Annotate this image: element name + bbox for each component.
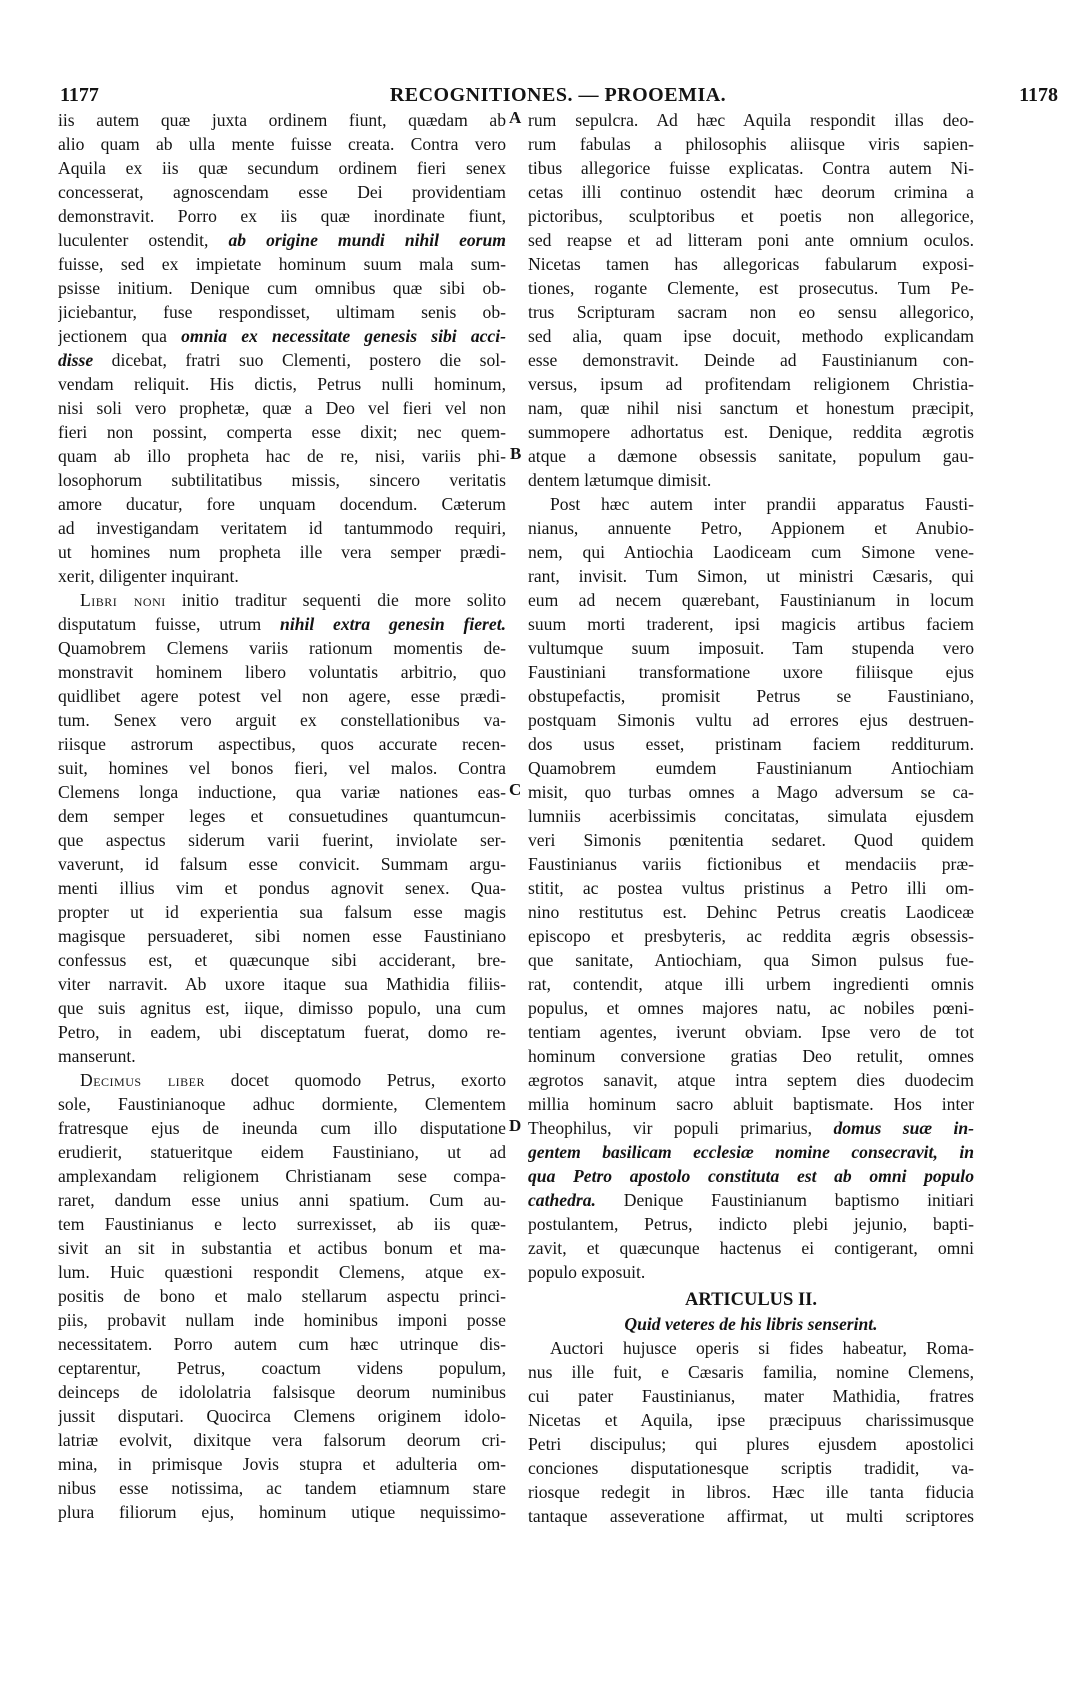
text-line bbox=[528, 276, 974, 300]
text-line bbox=[58, 924, 506, 948]
text-span: viter narravit. Ab uxore itaque sua Mathidia filiis- bbox=[58, 974, 506, 994]
text-span: Nicetas et Aquila, ipse præcipuus charissimusque bbox=[528, 1410, 974, 1430]
text-line bbox=[528, 828, 974, 852]
text-span: Nicetas tamen has allegoricas fabularum exposi- bbox=[528, 254, 974, 274]
text-span: nianus, annuente Petro, Appionem et Anubio- bbox=[528, 518, 974, 538]
text-span: Faustinianus variis fictionibus et mendaciis præ- bbox=[528, 854, 974, 874]
text-span: ad investigandam veritatem id tantummodo requiri, bbox=[58, 518, 506, 538]
margin-letter-d: D bbox=[509, 1116, 522, 1135]
italic-text: ab origine mundi nihil eorum bbox=[228, 230, 506, 250]
text-span: quidlibet agere potest vel non agere, esse prædi- bbox=[58, 686, 506, 706]
text-line bbox=[58, 108, 506, 132]
text-span: dem semper leges et consuetudines quantumcun- bbox=[58, 806, 506, 826]
text-span: nisi soli vero prophetæ, quæ a Deo vel fieri vel non bbox=[58, 398, 506, 418]
page-number-left: 1177 bbox=[60, 84, 99, 106]
text-line bbox=[58, 1116, 506, 1140]
text-line bbox=[58, 372, 506, 396]
text-line bbox=[528, 1408, 974, 1432]
italic-text: gentem basilicam ecclesiæ nomine consecravit, in bbox=[528, 1142, 974, 1162]
text-span: amplexandam religionem Christianam sese compa- bbox=[58, 1166, 506, 1186]
text-line bbox=[528, 924, 974, 948]
text-line bbox=[528, 252, 974, 276]
text-span: initio traditur sequenti die more solito bbox=[165, 590, 506, 610]
text-line bbox=[528, 348, 974, 372]
text-span: Auctori hujusce operis si fides habeatur, Roma- bbox=[550, 1338, 974, 1358]
text-line bbox=[58, 708, 506, 732]
text-line bbox=[528, 948, 974, 972]
text-line bbox=[528, 756, 974, 780]
text-line bbox=[528, 1384, 974, 1408]
text-line bbox=[58, 1164, 506, 1188]
text-line bbox=[58, 1500, 506, 1524]
text-line bbox=[528, 1020, 974, 1044]
text-line bbox=[58, 1404, 506, 1428]
text-line bbox=[528, 636, 974, 660]
text-span: propter ut id experientia sua falsum esse magis bbox=[58, 902, 506, 922]
text-line bbox=[58, 132, 506, 156]
text-span: xerit, diligenter inquirant. bbox=[58, 566, 239, 586]
text-line bbox=[58, 1284, 506, 1308]
italic-text: domus suæ in- bbox=[833, 1118, 974, 1138]
text-span: postulantem, Petrus, indicto plebi jejunio, bapti- bbox=[528, 1214, 974, 1234]
text-span: riosque redegit in libros. Hæc ille tanta fiducia bbox=[528, 1482, 974, 1502]
text-line bbox=[528, 852, 974, 876]
text-span: nem, qui Antiochia Laodiceam cum Simone vene- bbox=[528, 542, 974, 562]
text-line bbox=[58, 756, 506, 780]
text-line bbox=[528, 780, 974, 804]
text-line bbox=[58, 276, 506, 300]
text-line bbox=[528, 1188, 974, 1212]
text-span: tem Faustinianus e lecto surrexisset, ab iis quæ- bbox=[58, 1214, 506, 1234]
text-span: Petro, in eadem, ubi disceptatum fuerat, domo re- bbox=[58, 1022, 506, 1042]
text-line bbox=[58, 300, 506, 324]
text-line bbox=[528, 1504, 974, 1528]
text-span: nino restitutus est. Dehinc Petrus creatis Laodiceæ bbox=[528, 902, 974, 922]
text-line bbox=[58, 492, 506, 516]
text-span: atque a dæmone obsessis sanitate, populum gau- bbox=[528, 446, 974, 466]
text-span: cetas illi continuo ostendit hæc deorum crimina a bbox=[528, 182, 974, 202]
text-line bbox=[58, 540, 506, 564]
text-line bbox=[528, 372, 974, 396]
text-line bbox=[528, 1092, 974, 1116]
text-span: pictoribus, sculptoribus et poetis non allegorice, bbox=[528, 206, 974, 226]
book-page bbox=[58, 0, 1058, 1698]
margin-letter-a: A bbox=[509, 108, 522, 127]
text-line bbox=[58, 804, 506, 828]
text-line bbox=[58, 396, 506, 420]
text-span: misit, quo turbas omnes a Mago adversum se ca- bbox=[528, 782, 974, 802]
text-span: trus Scripturam sacram non eo sensu allegorico, bbox=[528, 302, 974, 322]
text-line bbox=[58, 780, 506, 804]
text-span: lumniis acerbissimis concitatas, simulata ejusdem bbox=[528, 806, 974, 826]
text-line bbox=[58, 612, 506, 636]
text-line bbox=[58, 852, 506, 876]
text-line bbox=[528, 564, 974, 588]
text-span: fuisse, sed ex impietate hominum suum mala sum- bbox=[58, 254, 506, 274]
text-span: Quamobrem Clemens variis rationum momentis de- bbox=[58, 638, 506, 658]
text-span: summopere adhortatus est. Denique, reddita ægrotis bbox=[528, 422, 974, 442]
text-line bbox=[58, 444, 506, 468]
text-span: raret, dandum esse unius anni spatium. Cum au- bbox=[58, 1190, 506, 1210]
italic-text: qua Petro apostolo constituta est ab omni populo bbox=[528, 1166, 974, 1186]
text-span: ægrotos sanavit, atque intra septem dies duodecim bbox=[528, 1070, 974, 1090]
text-span: jussit disputari. Quocirca Clemens originem idolo- bbox=[58, 1406, 506, 1426]
text-line bbox=[528, 732, 974, 756]
text-span: Petri discipulus; qui plures ejusdem apostolici bbox=[528, 1434, 974, 1454]
text-span: conciones disputationesque scriptis tradidit, va- bbox=[528, 1458, 974, 1478]
text-span: populo exposuit. bbox=[528, 1262, 646, 1282]
text-span: veri Simonis pœnitentia sedaret. Quod quidem bbox=[528, 830, 974, 850]
text-line bbox=[58, 972, 506, 996]
text-line bbox=[58, 348, 506, 372]
text-line bbox=[58, 588, 506, 612]
text-span: luculenter ostendit, bbox=[58, 230, 229, 250]
text-span: sivit an sit in substantia et actibus bonum et ma- bbox=[58, 1238, 506, 1258]
text-line bbox=[528, 684, 974, 708]
text-line bbox=[528, 516, 974, 540]
text-span: tibus allegorice fuisse explicatas. Contra autem Ni- bbox=[528, 158, 974, 178]
text-span: piis, probavit nullam inde hominibus imponi posse bbox=[58, 1310, 506, 1330]
text-span: obstupefactis, promisit Petrus se Faustiniano, bbox=[528, 686, 974, 706]
text-span: menti illius vim et pondus agnovit senex. Qua- bbox=[58, 878, 506, 898]
small-caps-text: Decimus liber bbox=[80, 1070, 205, 1090]
text-span: Aquila ex iis quæ secundum ordinem fieri senex bbox=[58, 158, 506, 178]
text-span: nibus esse notissima, ac tandem etiamnum stare bbox=[58, 1478, 506, 1498]
text-line bbox=[58, 1236, 506, 1260]
text-span: Theophilus, vir populi primarius, bbox=[528, 1118, 834, 1138]
text-span: que aspectus siderum varii fuerint, inviolate ser- bbox=[58, 830, 506, 850]
text-line bbox=[58, 420, 506, 444]
text-line bbox=[528, 1212, 974, 1236]
text-line bbox=[58, 828, 506, 852]
text-line bbox=[528, 204, 974, 228]
text-span: amore ducatur, fore unquam docendum. Cæterum bbox=[58, 494, 506, 514]
left-column bbox=[58, 108, 506, 1524]
text-span: Quamobrem eumdem Faustinianum Antiochiam bbox=[528, 758, 974, 778]
text-line bbox=[58, 1356, 506, 1380]
text-line bbox=[528, 612, 974, 636]
text-line bbox=[58, 1068, 506, 1092]
text-span: demonstravit. Porro ex iis quæ inordinate fiunt, bbox=[58, 206, 506, 226]
text-line bbox=[58, 1332, 506, 1356]
text-line bbox=[528, 540, 974, 564]
text-span: suit, homines vel bonos fieri, vel malos. Contra bbox=[58, 758, 506, 778]
text-span: Faustiniani transformatione uxore filiisque ejus bbox=[528, 662, 974, 682]
right-column bbox=[528, 108, 974, 1528]
text-line bbox=[528, 876, 974, 900]
text-span: deinceps de idololatria falsisque deorum numinibus bbox=[58, 1382, 506, 1402]
text-span: magisque persuaderet, sibi nomen esse Faustiniano bbox=[58, 926, 506, 946]
running-title: RECOGNITIONES. — PROOEMIA. bbox=[389, 84, 727, 106]
text-span: sole, Faustinianoque adhuc dormiente, Clementem bbox=[58, 1094, 506, 1114]
text-line bbox=[58, 468, 506, 492]
text-span: manserunt. bbox=[58, 1046, 136, 1066]
text-span: nus ille fuit, e Cæsaris familia, nomine Clemens, bbox=[528, 1362, 974, 1382]
text-span: populus, et omnes majores natu, ac nobiles pœni- bbox=[528, 998, 974, 1018]
text-line bbox=[528, 900, 974, 924]
text-line bbox=[58, 1044, 506, 1068]
article-heading: ARTICULUS II. bbox=[685, 1290, 817, 1310]
text-line bbox=[528, 1140, 974, 1164]
text-line bbox=[528, 132, 974, 156]
text-line bbox=[58, 996, 506, 1020]
text-line bbox=[528, 108, 974, 132]
text-span: Post hæc autem inter prandii apparatus Fausti- bbox=[550, 494, 974, 514]
text-line bbox=[528, 708, 974, 732]
text-line bbox=[528, 1260, 974, 1284]
text-span: confessus est, et quæcunque sibi acciderant, bre- bbox=[58, 950, 506, 970]
text-line bbox=[58, 252, 506, 276]
text-span: quam ab illo propheta hac de re, nisi, variis phi- bbox=[58, 446, 506, 466]
text-span: stitit, ac postea vultus pristinus a Petro illi om- bbox=[528, 878, 974, 898]
text-line bbox=[528, 228, 974, 252]
text-span: vultumque suum imposuit. Tam stupenda vero bbox=[528, 638, 974, 658]
text-span: Denique Faustinianum baptismo initiari bbox=[595, 1190, 974, 1210]
text-line bbox=[58, 1428, 506, 1452]
text-line bbox=[528, 1480, 974, 1504]
text-span: fieri non possint, comperta esse dixit; nec quem- bbox=[58, 422, 506, 442]
text-line bbox=[528, 444, 974, 468]
text-span: zavit, et quæcunque hactenus ei contigerant, omni bbox=[528, 1238, 974, 1258]
text-span: postquam Simonis vultu ad errores ejus destruen- bbox=[528, 710, 974, 730]
text-line bbox=[58, 1380, 506, 1404]
page-number-right: 1178 bbox=[1019, 84, 1058, 106]
text-line bbox=[528, 324, 974, 348]
text-span: fratresque ejus de ineunda cum illo disputatione bbox=[58, 1118, 506, 1138]
text-line bbox=[528, 300, 974, 324]
text-line bbox=[528, 156, 974, 180]
text-span: iis autem quæ juxta ordinem fiunt, quædam ab bbox=[58, 110, 506, 130]
italic-text: nihil extra genesin fieret. bbox=[280, 614, 506, 634]
text-line bbox=[528, 1068, 974, 1092]
text-line bbox=[528, 492, 974, 516]
text-line bbox=[528, 1456, 974, 1480]
text-line bbox=[58, 1140, 506, 1164]
text-span: que sanitate, Antiochiam, qua Simon pulsus fue- bbox=[528, 950, 974, 970]
text-line bbox=[58, 228, 506, 252]
text-span: eum ad necem quærebant, Faustinianum in locum bbox=[528, 590, 974, 610]
text-line bbox=[58, 1020, 506, 1044]
text-span: positis de bono et malo stellarum aspectu princi- bbox=[58, 1286, 506, 1306]
text-line bbox=[58, 564, 506, 588]
text-line bbox=[58, 1476, 506, 1500]
margin-letter-b: B bbox=[510, 444, 522, 463]
text-span: hominum conversione gratias Deo retulit, omnes bbox=[528, 1046, 974, 1066]
text-span: esse demonstravit. Deinde ad Faustinianum con- bbox=[528, 350, 974, 370]
text-span: jectionem qua bbox=[58, 326, 182, 346]
text-span: cui pater Faustinianus, mater Mathidia, fratres bbox=[528, 1386, 974, 1406]
text-span: latriæ evolvit, dixitque vera falsorum deorum cri- bbox=[58, 1430, 506, 1450]
text-line bbox=[528, 1432, 974, 1456]
text-line bbox=[58, 732, 506, 756]
text-span: erudierit, statueritque eidem Faustiniano, ut ad bbox=[58, 1142, 506, 1162]
text-line bbox=[58, 948, 506, 972]
text-line bbox=[528, 420, 974, 444]
text-line bbox=[528, 972, 974, 996]
text-span: plura filiorum ejus, hominum utique nequissimo- bbox=[58, 1502, 506, 1522]
text-span: riisque astrorum aspectibus, quos accurate recen- bbox=[58, 734, 506, 754]
text-span: necessitatem. Porro autem cum hæc utrinque dis- bbox=[58, 1334, 506, 1354]
text-line bbox=[58, 876, 506, 900]
small-caps-text: Libri noni bbox=[80, 590, 166, 610]
text-line bbox=[528, 396, 974, 420]
text-span: tentiam agentes, iverunt obviam. Ipse vero de tot bbox=[528, 1022, 974, 1042]
text-line bbox=[58, 1308, 506, 1332]
text-span: lum. Huic quæstioni respondit Clemens, atque ex- bbox=[58, 1262, 506, 1282]
text-line bbox=[58, 1260, 506, 1284]
text-line bbox=[58, 156, 506, 180]
text-line bbox=[528, 1116, 974, 1140]
text-span: concesserat, agnoscendam esse Dei providentiam bbox=[58, 182, 506, 202]
text-line bbox=[528, 996, 974, 1020]
text-span: disputatum fuisse, utrum bbox=[58, 614, 281, 634]
text-line bbox=[528, 180, 974, 204]
text-line bbox=[58, 1212, 506, 1236]
text-line bbox=[528, 660, 974, 684]
text-span: mina, in primisque Jovis stupra et adulteria om- bbox=[58, 1454, 506, 1474]
text-line bbox=[58, 1188, 506, 1212]
italic-text: omnia ex necessitate genesis sibi acci- bbox=[181, 326, 506, 346]
text-line bbox=[58, 1452, 506, 1476]
text-span: psisse initium. Denique cum omnibus quæ sibi ob- bbox=[58, 278, 506, 298]
text-span: rant, invisit. Tum Simon, ut ministri Cæsaris, qui bbox=[528, 566, 974, 586]
text-line bbox=[58, 660, 506, 684]
text-line bbox=[528, 588, 974, 612]
text-span: tantaque asseveratione affirmat, ut multi scriptores bbox=[528, 1506, 974, 1526]
text-span: vendam reliquit. His dictis, Petrus nulli hominum, bbox=[58, 374, 506, 394]
italic-text: cathedra. bbox=[528, 1190, 596, 1210]
text-line bbox=[528, 1336, 974, 1360]
text-line bbox=[528, 1360, 974, 1384]
text-line bbox=[58, 684, 506, 708]
text-span: jiciebantur, fuse respondisset, ultimam senis ob- bbox=[58, 302, 506, 322]
text-line bbox=[58, 1092, 506, 1116]
text-line bbox=[58, 900, 506, 924]
text-line bbox=[58, 636, 506, 660]
article-subheading: Quid veteres de his libris senserint. bbox=[624, 1314, 878, 1334]
text-span: rum sepulcra. Ad hæc Aquila respondit illas deo- bbox=[528, 110, 974, 130]
text-span: millia hominum sacro abluit baptismate. Hos inter bbox=[528, 1094, 974, 1114]
text-line bbox=[58, 324, 506, 348]
text-span: losophorum subtilitatibus missis, sincero veritatis bbox=[58, 470, 506, 490]
text-line bbox=[528, 804, 974, 828]
text-span: suum morti traderent, ipsi magicis artibus faciem bbox=[528, 614, 974, 634]
text-span: monstravit hominem libero voluntatis arbitrio, quo bbox=[58, 662, 506, 682]
text-span: ceptarentur, Petrus, coactum videns populum, bbox=[58, 1358, 506, 1378]
text-span: rum fabulas a philosophis aliisque viris sapien- bbox=[528, 134, 974, 154]
text-line bbox=[58, 516, 506, 540]
text-span: ut homines num propheta ille vera semper prædi- bbox=[58, 542, 506, 562]
text-span: alio quam ab ulla mente fuisse creata. Contra vero bbox=[58, 134, 506, 154]
text-span: que suis agnitus est, iique, dimisso populo, una cum bbox=[58, 998, 506, 1018]
text-span: vaverunt, id falsum esse convicit. Summam argu- bbox=[58, 854, 506, 874]
text-line bbox=[528, 1164, 974, 1188]
text-span: sed alia, quam ipse docuit, methodo explicandam bbox=[528, 326, 974, 346]
text-line bbox=[528, 1236, 974, 1260]
text-span: episcopo et presbyteris, ac reddita ægris obsessis- bbox=[528, 926, 974, 946]
text-span: dentem lætumque dimisit. bbox=[528, 470, 712, 490]
margin-letter-c: C bbox=[509, 780, 522, 799]
text-span: dicebat, fratri suo Clementi, postero die sol- bbox=[93, 350, 506, 370]
text-span: sed reapse et ad litteram poni ante omnium oculos. bbox=[528, 230, 974, 250]
text-span: Clemens longa inductione, qua variæ nationes eas- bbox=[58, 782, 506, 802]
text-span: docet quomodo Petrus, exorto bbox=[205, 1070, 506, 1090]
text-span: tiones, rogante Clemente, est prosecutus. Tum Pe- bbox=[528, 278, 974, 298]
text-line bbox=[58, 204, 506, 228]
text-span: dos usus esset, pristinam faciem redditurum. bbox=[528, 734, 974, 754]
text-span: tum. Senex vero arguit ex constellationibus va- bbox=[58, 710, 506, 730]
text-span: rat, contendit, atque illi urbem ingredienti omnis bbox=[528, 974, 974, 994]
italic-text: disse bbox=[58, 350, 94, 370]
text-span: nam, quæ nihil nisi sanctum et honestum præcipit, bbox=[528, 398, 974, 418]
text-line bbox=[58, 180, 506, 204]
text-line bbox=[528, 1044, 974, 1068]
text-line bbox=[528, 468, 974, 492]
text-span: versus, ipsum ad profitendam religionem Christia- bbox=[528, 374, 974, 394]
